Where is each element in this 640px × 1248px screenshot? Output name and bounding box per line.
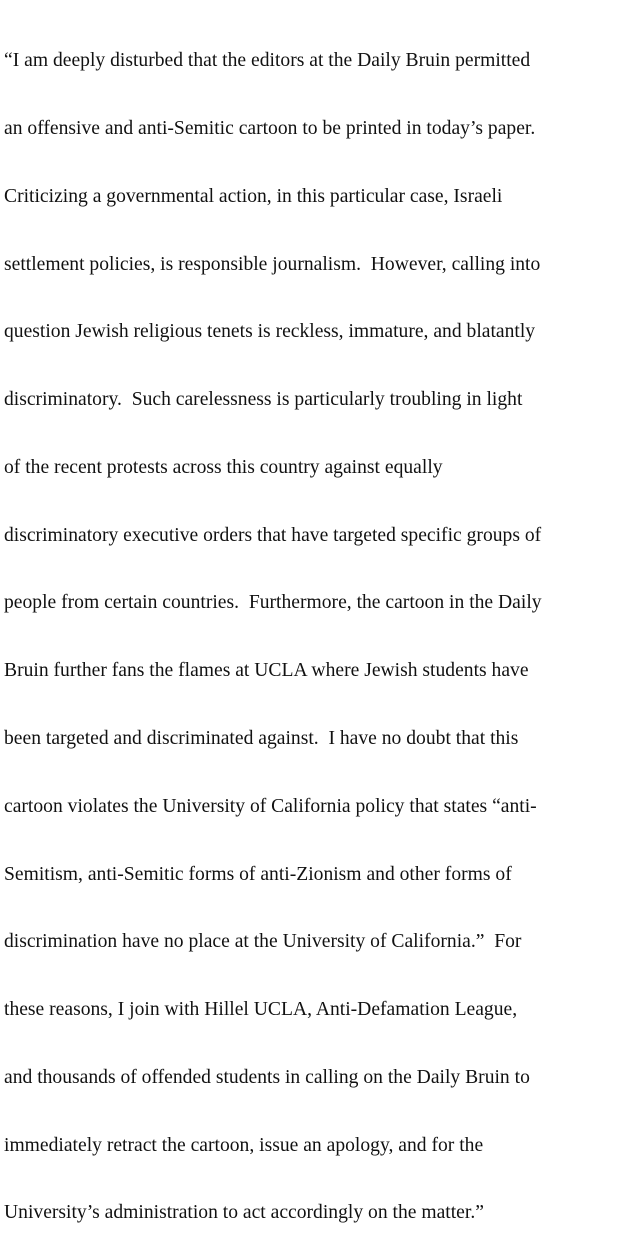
quote-line: an offensive and anti-Semitic cartoon to be printed in today’s paper. xyxy=(4,117,536,139)
quote-line: cartoon violates the University of California policy that states “anti- xyxy=(4,795,537,817)
quote-text-block xyxy=(4,5,636,1248)
quote-line: discriminatory. Such carelessness is particularly troubling in light xyxy=(4,389,523,411)
quote-line: Criticizing a governmental action, in this particular case, Israeli xyxy=(4,185,503,207)
quote-line: and thousands of offended students in calling on the Daily Bruin to xyxy=(4,1066,530,1088)
quote-line: these reasons, I join with Hillel UCLA, Anti-Defamation League, xyxy=(4,999,518,1021)
quote-line: discriminatory executive orders that have targeted specific groups of xyxy=(4,524,542,546)
quote-line: of the recent protests across this country against equally xyxy=(4,456,443,478)
quote-line: discrimination have no place at the University of California.” For xyxy=(4,931,522,953)
quote-line: University’s administration to act accordingly on the matter.” xyxy=(4,1202,484,1224)
quote-line: settlement policies, is responsible journalism. However, calling into xyxy=(4,253,541,275)
quote-line: people from certain countries. Furthermore, the cartoon in the Daily xyxy=(4,592,542,614)
quote-line: been targeted and discriminated against. I have no doubt that this xyxy=(4,728,519,749)
quote-line: Semitism, anti-Semitic forms of anti-Zionism and other forms of xyxy=(4,863,512,885)
quote-line: Bruin further fans the flames at UCLA where Jewish students have xyxy=(4,660,529,682)
quote-line: immediately retract the cartoon, issue an apology, and for the xyxy=(4,1134,484,1156)
quote-line: question Jewish religious tenets is reckless, immature, and blatantly xyxy=(4,321,536,343)
quote-line: “I am deeply disturbed that the editors at the Daily Bruin permitted xyxy=(4,50,531,72)
